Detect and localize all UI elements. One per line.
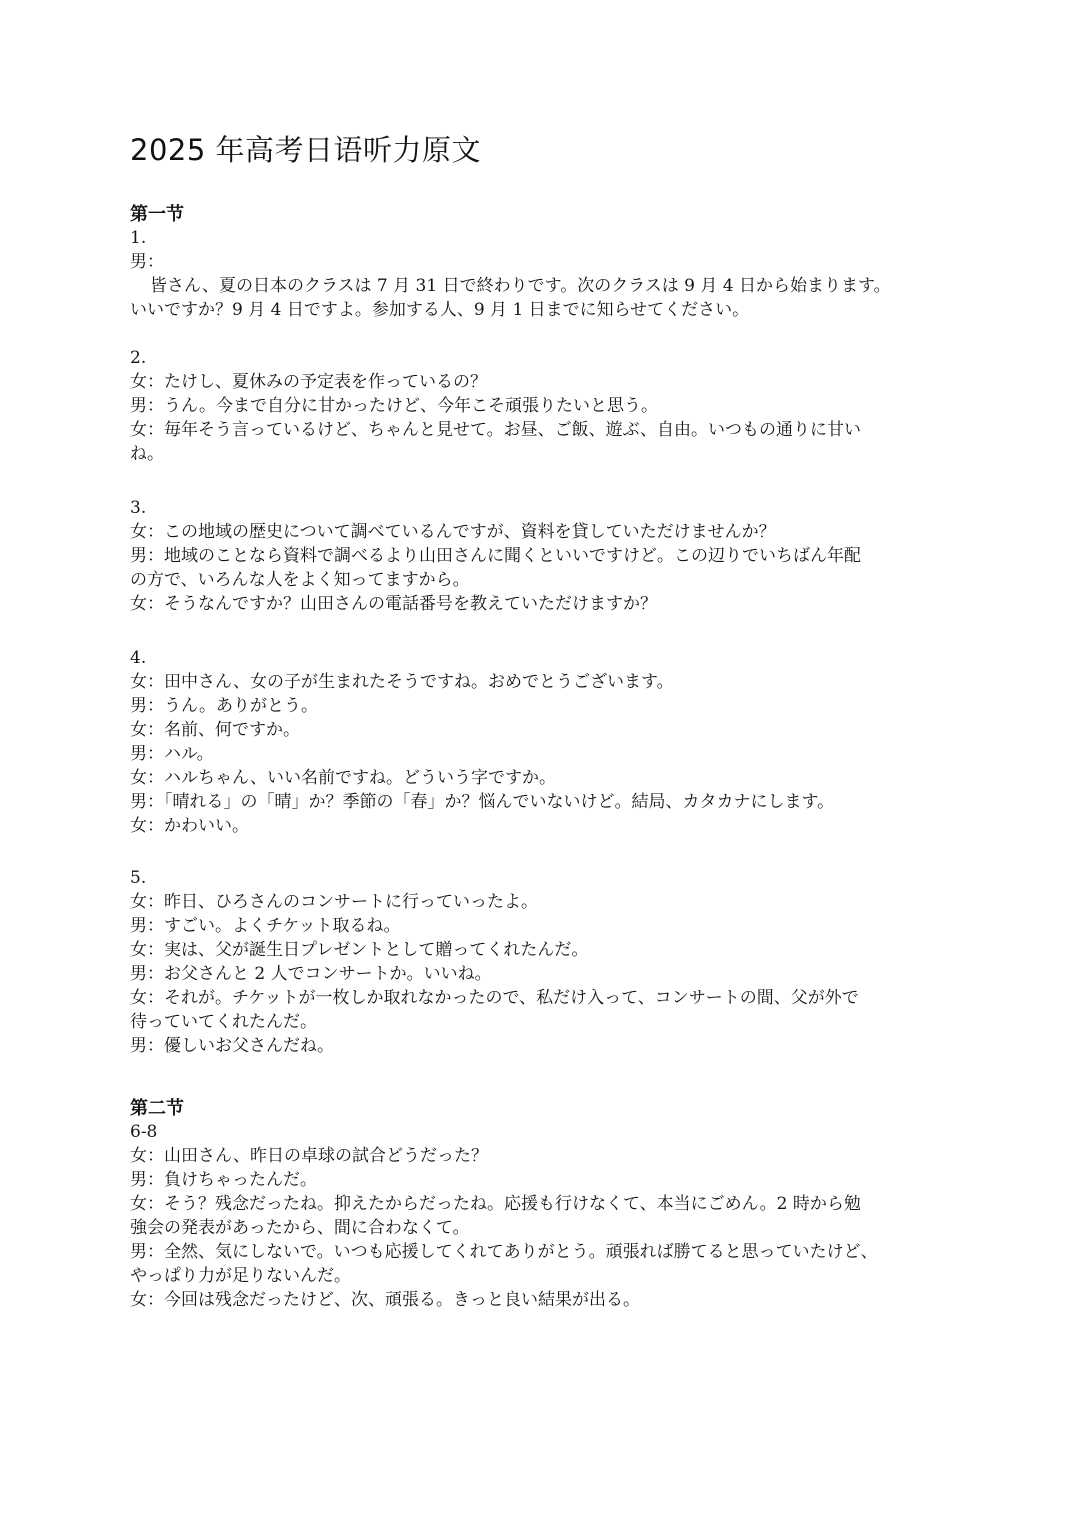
dialogue-line: 男：「晴れる」の「晴」か？季節の「春」か？悩んでいないけど。結局、カタカナにします。 bbox=[130, 792, 835, 812]
dialogue-line: ね。 bbox=[130, 444, 164, 464]
section-heading-1: 第一节 bbox=[130, 204, 184, 225]
dialogue-line: 女：ハルちゃん、いい名前ですね。どういう字ですか。 bbox=[130, 768, 557, 788]
dialogue-line: 男：全然、気にしないで。いつも応援してくれてありがとう。頑張れば勝てると思っていたけど、 bbox=[130, 1242, 878, 1262]
question-number: 2. bbox=[130, 348, 147, 368]
dialogue-line: いいですか？9 月 4 日ですよ。参加する人、9 月 1 日までに知らせてください。 bbox=[130, 300, 750, 320]
dialogue-line: 女：実は、父が誕生日プレゼントとして贈ってくれたんだ。 bbox=[130, 940, 589, 960]
question-number: 3. bbox=[130, 498, 147, 518]
dialogue-line: 女：名前、何ですか。 bbox=[130, 720, 300, 740]
dialogue-line: 女：それが。チケットが一枚しか取れなかったので、私だけ入って、コンサートの間、父が外で bbox=[130, 988, 859, 1008]
dialogue-line: 強会の発表があったから、間に合わなくて。 bbox=[130, 1218, 470, 1238]
dialogue-line: 女：かわいい。 bbox=[130, 816, 249, 836]
dialogue-line: 男：ハル。 bbox=[130, 744, 214, 764]
dialogue-line: 女：田中さん、女の子が生まれたそうですね。おめでとうございます。 bbox=[130, 672, 674, 692]
dialogue-line: 皆さん、夏の日本のクラスは 7 月 31 日で終わりです。次のクラスは 9 月 4 日から始まります。 bbox=[150, 276, 891, 296]
page-title: 2025 年高考日语听力原文 bbox=[130, 133, 482, 167]
section-heading-2: 第二节 bbox=[130, 1098, 184, 1119]
dialogue-line: 女：たけし、夏休みの予定表を作っているの？ bbox=[130, 372, 487, 392]
question-number: 5. bbox=[130, 868, 147, 888]
dialogue-line: 男：負けちゃったんだ。 bbox=[130, 1170, 317, 1190]
dialogue-line: 女：そう？残念だったね。抑えたからだったね。応援も行けなくて、本当にごめん。2 時から勉 bbox=[130, 1194, 861, 1214]
dialogue-line: 女：この地域の歴史について調べているんですが、資料を貸していただけませんか？ bbox=[130, 522, 776, 542]
dialogue-line: 女：今回は残念だったけど、次、頑張る。きっと良い結果が出る。 bbox=[130, 1290, 640, 1310]
dialogue-line: 男：うん。今まで自分に甘かったけど、今年こそ頑張りたいと思う。 bbox=[130, 396, 659, 416]
dialogue-line: の方で、いろんな人をよく知ってますから。 bbox=[130, 570, 470, 590]
dialogue-line: 男：優しいお父さんだね。 bbox=[130, 1036, 334, 1056]
dialogue-line: 女：昨日、ひろさんのコンサートに行っていったよ。 bbox=[130, 892, 538, 912]
dialogue-line: 女：そうなんですか？山田さんの電話番号を教えていただけますか？ bbox=[130, 594, 657, 614]
dialogue-line: 男：うん。ありがとう。 bbox=[130, 696, 319, 716]
dialogue-line: 男： bbox=[130, 252, 164, 272]
question-number: 1. bbox=[130, 228, 147, 248]
dialogue-line: 女：山田さん、昨日の卓球の試合どうだった？ bbox=[130, 1146, 489, 1166]
dialogue-line: 男：すごい。よくチケット取るね。 bbox=[130, 916, 401, 936]
question-number: 4. bbox=[130, 648, 147, 668]
dialogue-line: やっぱり力が足りないんだ。 bbox=[130, 1266, 351, 1286]
question-number: 6-8 bbox=[130, 1122, 158, 1142]
dialogue-line: 男：地域のことなら資料で調べるより山田さんに聞くといいですけど。この辺りでいちばん年配 bbox=[130, 546, 861, 566]
dialogue-line: 待っていてくれたんだ。 bbox=[130, 1012, 317, 1032]
dialogue-line: 男：お父さんと 2 人でコンサートか。いいね。 bbox=[130, 964, 492, 984]
dialogue-line: 女：毎年そう言っているけど、ちゃんと見せて。お昼、ご飯、遊ぶ、自由。いつもの通りに甘い bbox=[130, 420, 861, 440]
